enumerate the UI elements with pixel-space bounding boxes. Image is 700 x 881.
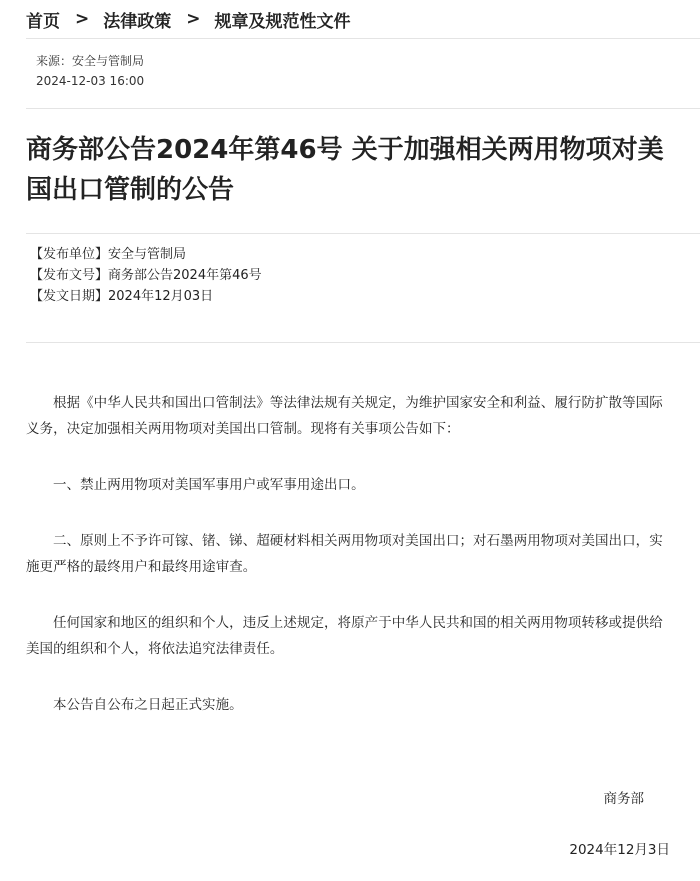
signature: 商务部 [603, 791, 644, 807]
breadcrumb-separator: > [75, 9, 90, 29]
paragraph-intro: 根据《中华人民共和国出口管制法》等法律法规有关规定，为维护国家安全和利益、履行防扩散等国际义务，决定加强相关两用物项对美国出口管制。现将有关事项公告如下： [26, 395, 663, 437]
paragraph-item-2: 二、原则上不予许可镓、锗、锑、超硬材料相关两用物项对美国出口；对石墨两用物项对美国出口，实施更严格的最终用户和最终用途审查。 [26, 533, 663, 575]
breadcrumb-current-link[interactable]: 规章及规范性文件 [214, 11, 351, 32]
breadcrumb-separator: > [186, 9, 201, 29]
title-divider [26, 233, 700, 234]
breadcrumb-home-link[interactable]: 首页 [26, 11, 60, 32]
signature-date: 2024年12月3日 [569, 842, 670, 858]
article-body [26, 390, 672, 748]
meta-divider [26, 108, 700, 109]
info-divider [26, 342, 700, 343]
breadcrumb-divider [26, 38, 700, 39]
document-info [30, 244, 262, 307]
issuer-info: 【发布单位】安全与管制局 [30, 247, 187, 262]
article-source: 来源：安全与管制局 [36, 54, 145, 68]
breadcrumb [26, 6, 351, 32]
paragraph-item-1: 一、禁止两用物项对美国军事用户或军事用途出口。 [53, 477, 365, 493]
breadcrumb-policy-link[interactable]: 法律政策 [103, 11, 172, 32]
paragraph-effective: 本公告自公布之日起正式实施。 [53, 697, 243, 713]
issue-date-info: 【发文日期】2024年12月03日 [30, 289, 214, 304]
doc-number-info: 【发布文号】商务部公告2024年第46号 [30, 268, 262, 283]
paragraph-liability: 任何国家和地区的组织和个人，违反上述规定，将原产于中华人民共和国的相关两用物项转移或提供给美国的组织和个人，将依法追究法律责任。 [26, 615, 663, 657]
page-title: 商务部公告2024年第46号 关于加强相关两用物项对美国出口管制的公告 [26, 135, 664, 205]
article-datetime: 2024-12-03 16:00 [36, 74, 145, 88]
